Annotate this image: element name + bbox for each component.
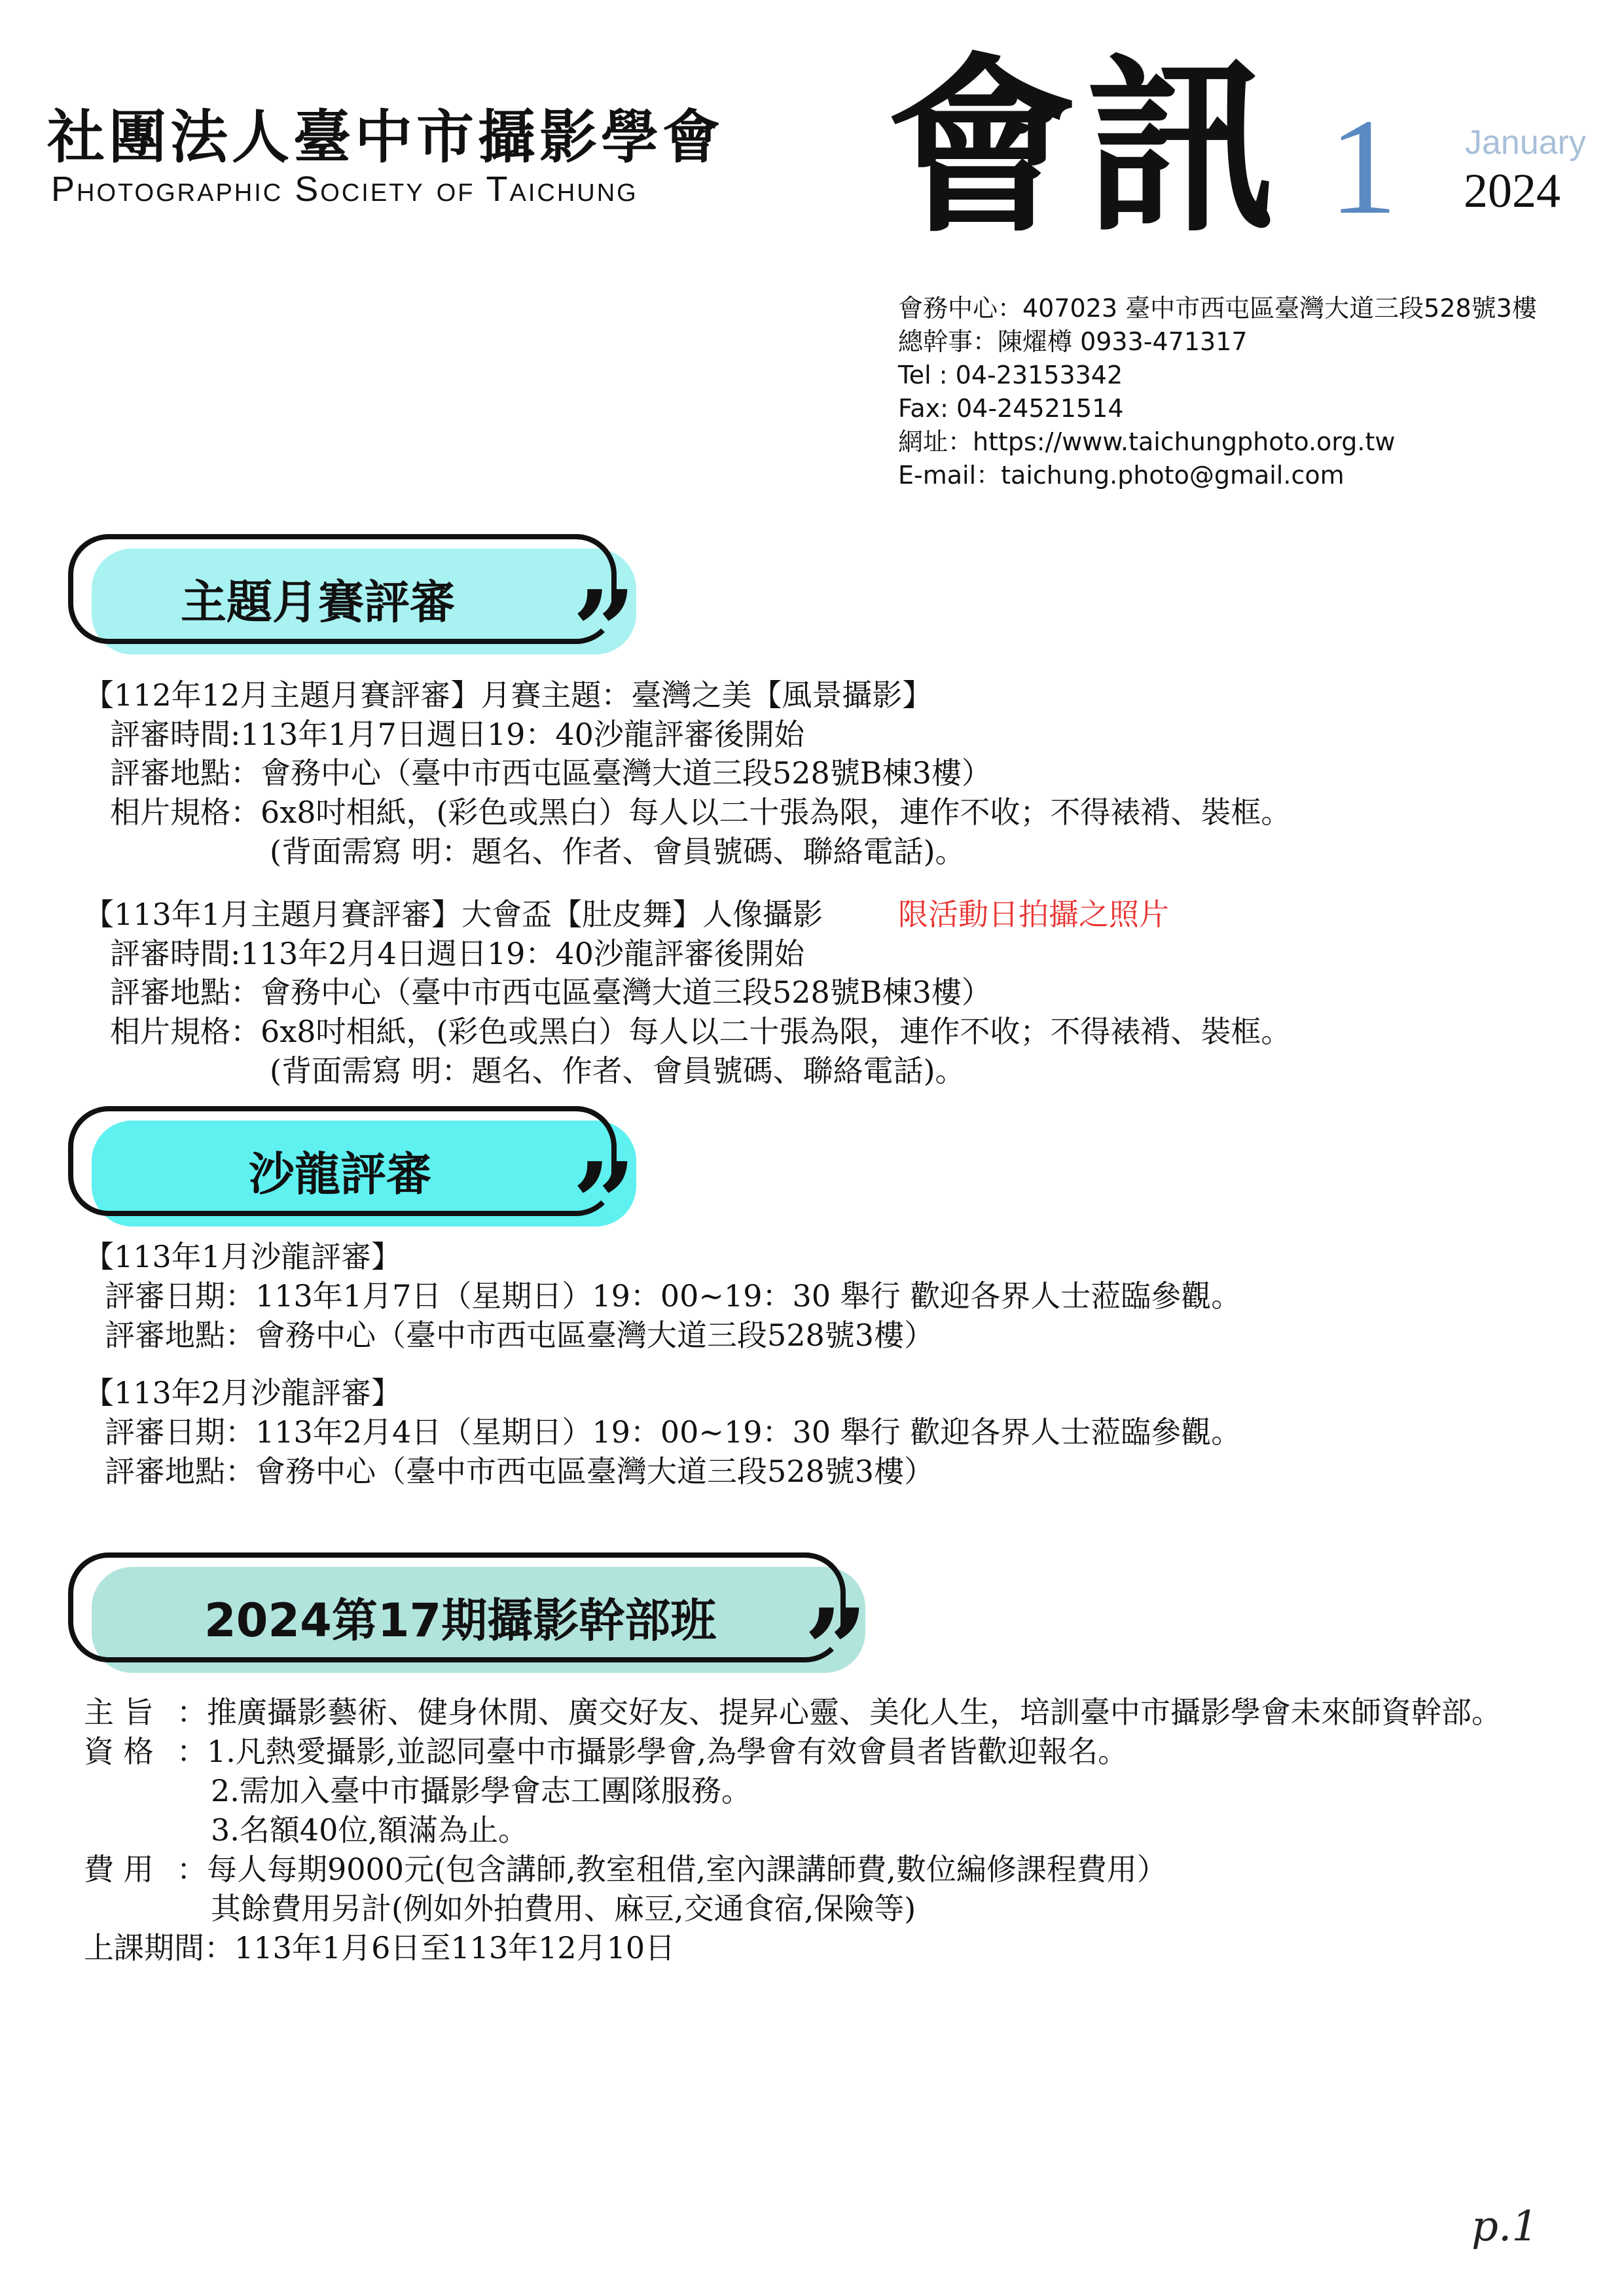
section-heading-monthly: 主題月賽評審 <box>181 575 456 629</box>
monthly-event-2-spec: 相片規格：6x8吋相紙，(彩色或黑白）每人以二十張為限，連作不收；不得裱褙、裝框。 <box>110 1014 1291 1049</box>
section-heading-salon: 沙龍評審 <box>249 1147 432 1201</box>
course-eligibility-3: 3.名額40位,額滿為止。 <box>211 1812 529 1848</box>
quote-mark-icon: ” <box>572 1138 636 1269</box>
quote-mark-icon: ” <box>804 1585 868 1715</box>
course-period: 上課期間：113年1月6日至113年12月10日 <box>84 1930 676 1965</box>
course-purpose: ：推廣攝影藝術、健身休閒、廣交好友、提昇心靈、美化人生，培訓臺中市攝影學會未來師資幹部。 <box>177 1695 1502 1730</box>
monthly-event-1-time: 評審時間:113年1月7日週日19：40沙龍評審後開始 <box>110 717 804 752</box>
monthly-event-1-place: 評審地點：會務中心（臺中市西屯區臺灣大道三段528號B棟3樓） <box>110 755 992 791</box>
contact-fax: Fax: 04-24521514 <box>898 394 1124 423</box>
contact-office: 會務中心：407023 臺中市西屯區臺灣大道三段528號3樓 <box>898 294 1537 323</box>
salon-event-1-date: 評審日期：113年1月7日（星期日）19：00~19：30 舉行 歡迎各界人士蒞臨參觀。 <box>105 1278 1242 1314</box>
course-fee-1: ：每人每期9000元(包含講師,教室租借,室內課講師費,數位編修課程費用） <box>177 1852 1167 1887</box>
section-heading-course: 2024第17期攝影幹部班 <box>204 1593 717 1647</box>
org-name-chinese: 社團法人臺中市攝影學會 <box>47 103 725 171</box>
issue-number: 1 <box>1329 91 1398 243</box>
monthly-event-2-time: 評審時間:113年2月4日週日19：40沙龍評審後開始 <box>110 936 804 971</box>
contact-email[interactable]: E-mail：taichung.photo@gmail.com <box>898 461 1344 490</box>
monthly-event-2-spec-note: (背面需寫 明：題名、作者、會員號碼、聯絡電話)。 <box>270 1053 965 1088</box>
contact-secretary: 總幹事：陳燿樽 0933-471317 <box>898 327 1248 356</box>
monthly-event-1-spec: 相片規格：6x8吋相紙，(彩色或黑白）每人以二十張為限，連作不收；不得裱褙、裝框。 <box>110 795 1291 830</box>
salon-event-1-title: 【113年1月沙龍評審】 <box>84 1239 402 1274</box>
salon-event-2-date: 評審日期：113年2月4日（星期日）19：00~19：30 舉行 歡迎各界人士蒞臨參觀。 <box>105 1414 1242 1450</box>
section-banner-monthly <box>68 534 636 697</box>
salon-event-2-place: 評審地點：會務中心（臺中市西屯區臺灣大道三段528號3樓） <box>105 1454 935 1489</box>
salon-event-2-title: 【113年2月沙龍評審】 <box>84 1375 402 1410</box>
course-eligibility-1: ：1.凡熱愛攝影,並認同臺中市攝影學會,為學會有效會員者皆歡迎報名。 <box>177 1734 1128 1769</box>
course-fee-2: 其餘費用另計(例如外拍費用、麻豆,交通食宿,保險等) <box>211 1891 916 1926</box>
page-number: p.1 <box>1471 2202 1539 2251</box>
contact-website[interactable]: 網址：https://www.taichungphoto.org.tw <box>898 427 1396 456</box>
issue-month: January <box>1465 124 1586 162</box>
newsletter-title: 會訊 <box>887 36 1285 259</box>
monthly-event-1-spec-note: (背面需寫 明：題名、作者、會員號碼、聯絡電話)。 <box>270 834 965 869</box>
quote-mark-icon: ” <box>572 566 636 697</box>
monthly-event-2-place: 評審地點：會務中心（臺中市西屯區臺灣大道三段528號B棟3樓） <box>110 975 992 1010</box>
salon-event-1-place: 評審地點：會務中心（臺中市西屯區臺灣大道三段528號3樓） <box>105 1318 935 1353</box>
org-name-english: Photographic Society of Taichung <box>51 170 638 209</box>
contact-block <box>898 292 1537 492</box>
course-eligibility-label: 資 格 <box>84 1734 154 1769</box>
course-eligibility-2: 2.需加入臺中市攝影學會志工團隊服務。 <box>211 1773 751 1808</box>
monthly-event-1-title: 【112年12月主題月賽評審】月賽主題：臺灣之美【風景攝影】 <box>84 677 933 713</box>
issue-year: 2024 <box>1464 164 1561 218</box>
course-purpose-label: 主 旨 <box>84 1695 154 1730</box>
monthly-event-2-note: 限活動日拍攝之照片 <box>898 897 1169 932</box>
contact-tel: Tel : 04-23153342 <box>898 361 1123 389</box>
monthly-event-2-title: 【113年1月主題月賽評審】大會盃【肚皮舞】人像攝影 <box>84 897 823 932</box>
course-fee-label: 費 用 <box>84 1852 154 1887</box>
